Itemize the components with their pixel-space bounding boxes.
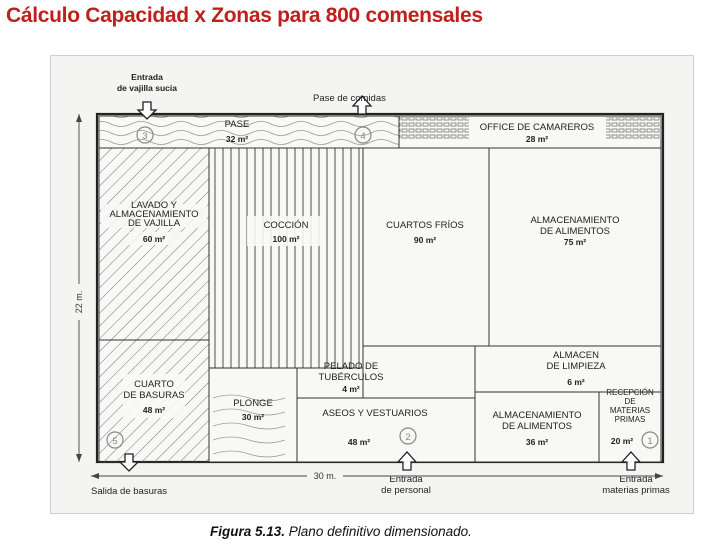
entry-staff-line1: Entrada [389, 474, 423, 485]
zone-coccion [209, 148, 363, 368]
lavado-area: 60 m² [142, 234, 166, 244]
pase-name: PASE [224, 119, 250, 130]
svg-text:5: 5 [112, 436, 118, 447]
almac-alimentos-top-name-2: DE ALIMENTOS [539, 226, 611, 237]
office-brick-pattern-right [606, 117, 661, 139]
recepcion-name-4: PRIMAS [614, 415, 646, 424]
lavado-name-3: DE VAJILLA [127, 218, 181, 229]
entry-dirty-dishes-line1: Entrada [131, 72, 163, 82]
figure-caption [210, 524, 472, 539]
almac-alimentos-top-area: 75 m² [563, 237, 587, 247]
office-brick-pattern-left [399, 117, 469, 139]
lavado-name-1: LAVADO Y [131, 200, 177, 211]
floor-plan-scan [50, 55, 694, 514]
svg-text:4: 4 [360, 131, 366, 142]
dimension-height: 22 m. [74, 290, 84, 314]
almac-alimentos-top-name-1: ALMACENAMIENTO [530, 215, 620, 226]
recepcion-name-1: RECEPCIÓN [606, 388, 654, 397]
dimension-arrow-bottom [76, 454, 82, 462]
figure-number: Figura 5.13. [210, 524, 286, 539]
almac-alimentos-bottom-name-1: ALMACENAMIENTO [492, 410, 582, 421]
entry-raw-line1: Entrada [619, 474, 653, 485]
dimension-arrow-right [655, 473, 663, 479]
almac-alimentos-bottom-name-2: DE ALIMENTOS [501, 421, 573, 432]
recepcion-name-2: DE [624, 397, 636, 406]
entry-food-pass: Pase de comidas [313, 93, 386, 104]
pelado-name-1: PELADO DE [323, 361, 379, 372]
office-area: 28 m² [525, 134, 549, 144]
aseos-name: ASEOS Y VESTUARIOS [322, 408, 428, 419]
figure-caption-text: Plano definitivo dimensionado. [288, 524, 472, 539]
recepcion-name-3: MATERIAS [609, 406, 651, 415]
recepcion-area: 20 m² [610, 436, 634, 446]
limpieza-name-1: ALMACEN [553, 350, 599, 361]
coccion-area: 100 m² [272, 234, 300, 244]
svg-text:2: 2 [405, 432, 411, 443]
exit-garbage: Salida de basuras [91, 486, 168, 497]
entry-dirty-dishes-line2: de vajilla sucia [116, 83, 178, 93]
aseos-area: 48 m² [347, 437, 371, 447]
dimension-width: 30 m. [313, 471, 337, 481]
svg-text:1: 1 [647, 436, 653, 447]
coccion-name: COCCIÓN [263, 220, 309, 231]
floor-plan [51, 56, 693, 513]
basuras-name-1: CUARTO [134, 379, 174, 390]
zone-almac-alimentos-top [489, 148, 661, 346]
plonge-name: PLONGE [233, 398, 273, 409]
basuras-name-2: DE BASURAS [123, 390, 185, 401]
entry-staff-line2: de personal [381, 485, 431, 496]
cuartos-frios-name: CUARTOS FRÍOS [386, 220, 464, 231]
plonge-area: 30 m² [241, 412, 265, 422]
dimension-arrow-left [91, 473, 99, 479]
zone-cuartos-frios [363, 148, 499, 346]
almac-alimentos-bottom-area: 36 m² [525, 437, 549, 447]
limpieza-area: 6 m² [567, 377, 585, 387]
svg-text:3: 3 [142, 131, 148, 142]
dimension-arrow-top [76, 114, 82, 122]
limpieza-name-2: DE LIMPIEZA [546, 361, 606, 372]
basuras-area: 48 m² [142, 405, 166, 415]
cuartos-frios-area: 90 m² [413, 235, 437, 245]
slide-title: Cálculo Capacidad x Zonas para 800 comensales [6, 4, 483, 27]
office-name: OFFICE DE CAMAREROS [479, 122, 595, 133]
pase-area: 32 m² [225, 134, 249, 144]
pelado-name-2: TUBÉRCULOS [318, 372, 384, 383]
lavado-name-2: ALMACENAMIENTO [109, 209, 199, 220]
pelado-area: 4 m² [342, 384, 360, 394]
entry-raw-line2: materias primas [602, 485, 670, 496]
